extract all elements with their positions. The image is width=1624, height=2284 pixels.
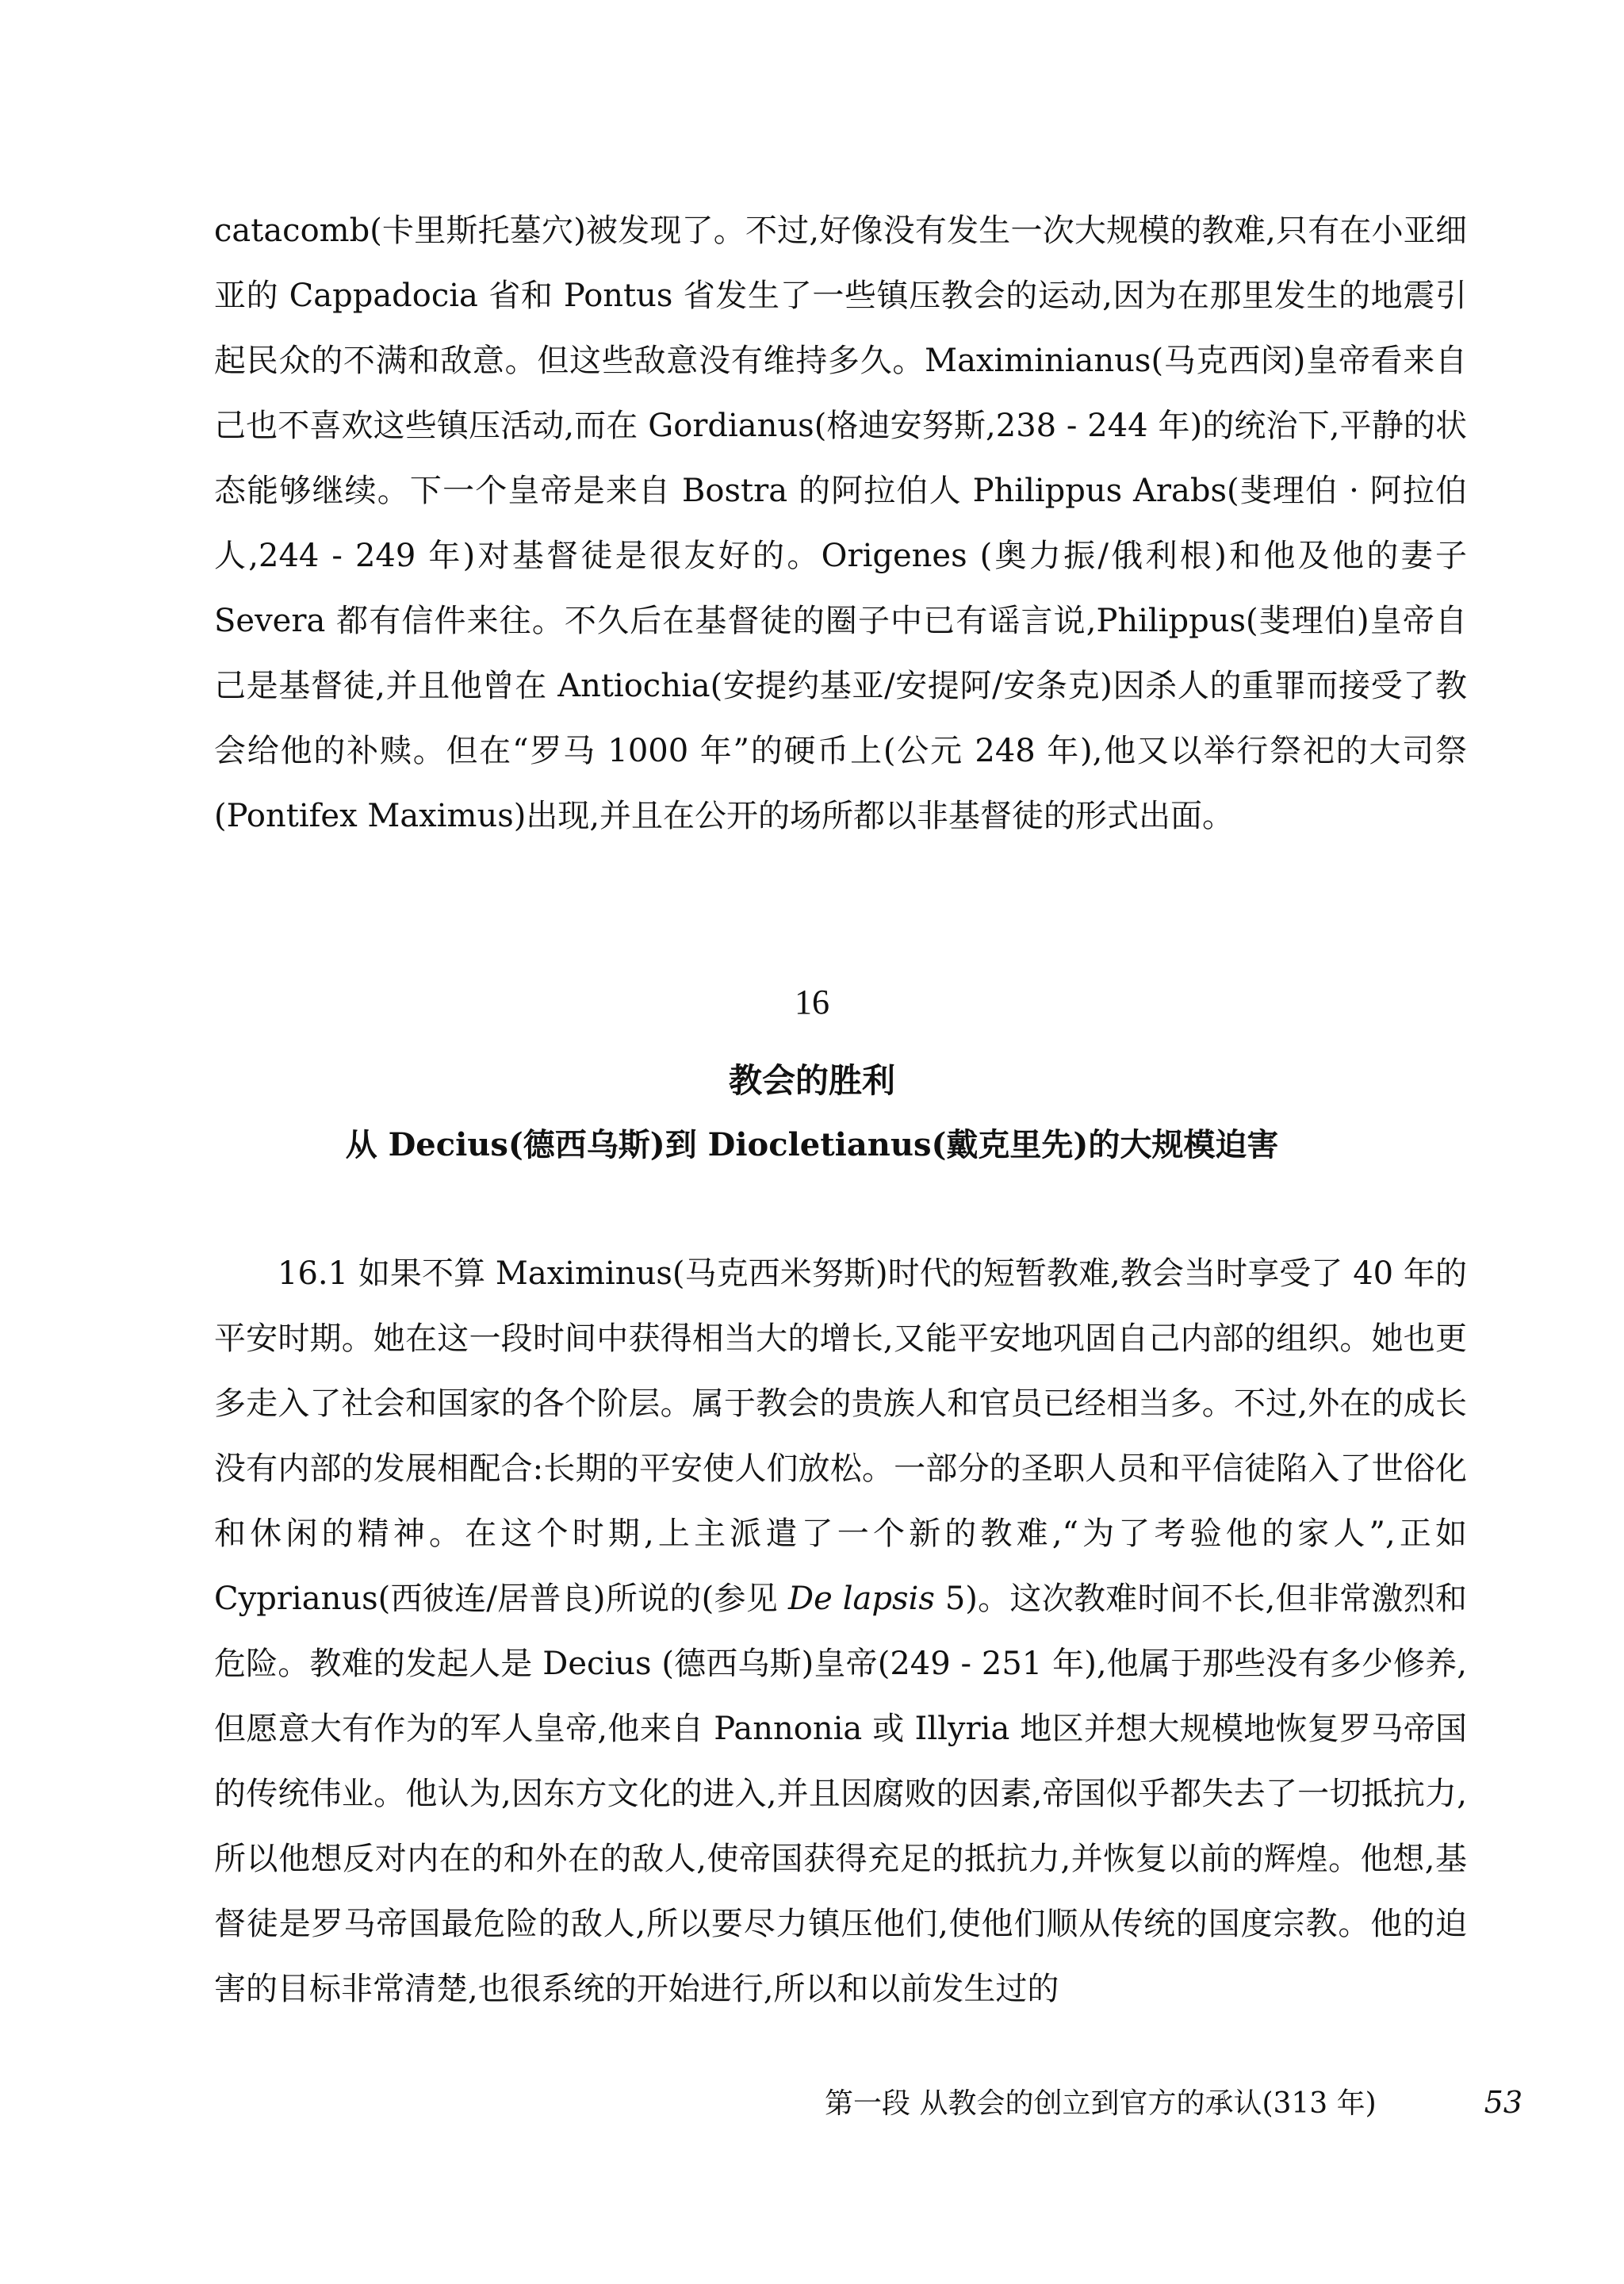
chapter-subtitle: 从 Decius(德西乌斯)到 Diocletianus(戴克里先)的大规模迫害 (345, 1126, 1279, 1163)
continued-paragraph (214, 198, 1467, 849)
chapter-number: 16 (795, 983, 829, 1021)
paragraph-text (214, 1241, 1467, 2021)
paragraph-text-part2: 5)。这次教难时间不长,但非常激烈和危险。教难的发起人是 Decius (德西乌斯)皇帝(249 - 251 年),他属于那些没有多少修养,但愿意大有作为的军人皇帝,他来自 Pannonia 或 Illyria 地区并想大规模地恢复罗马帝国的传统伟业。他认为,因东方文化的进入,并且因腐败的因素,帝国似乎都失去了一切抵抗力,所以他想反对内在的和外在的敌人,使帝国获得充足的抵抗力,并恢复以前的辉煌。他想,基督徒是罗马帝国最危险的敌人,所以要尽力镇压他们,使他们顺从传统的国度宗教。他的迫害的目标非常清楚,也很系统的开始进行,所以和以前发生过的 (214, 1581, 1467, 2007)
page-footer (825, 2081, 1522, 2121)
chapter-title: 教会的胜利 (728, 1061, 895, 1100)
page-number: 53 (1484, 2085, 1522, 2120)
paragraph-text: catacomb(卡里斯托墓穴)被发现了。不过,好像没有发生一次大规模的教难,只有在小亚细亚的 Cappadocia 省和 Pontus 省发生了一些镇压教会的运动,因为在那里发生的地震引起民众的不满和敌意。但这些敌意没有维持多久。Maximinianus(马克西闵)皇帝看来自己也不喜欢这些镇压活动,而在 Gordianus(格迪安努斯,238 - 244 年)的统治下,平静的状态能够继续。下一个皇帝是来自 Bostra 的阿拉伯人 Philippus Arabs(斐理伯 · 阿拉伯人,244 - 249 年)对基督徒是很友好的。Origenes (奥力振/俄利根)和他及他的妻子 Severa 都有信件来往。不久后在基督徒的圈子中已有谣言说,Philippus(斐理伯)皇帝自己是基督徒,并且他曾在 Antiochia(安提约基亚/安提阿/安条克)因杀人的重罪而接受了教会给他的补赎。但在“罗马 1000 年”的硬币上(公元 248 年),他又以举行祭祀的大司祭(Pontifex Maximus)出现,并且在公开的场所都以非基督徒的形式出面。 (214, 213, 1467, 834)
paragraph-text-part1: 16.1 如果不算 Maximinus(马克西米努斯)时代的短暂教难,教会当时享受了 40 年的平安时期。她在这一段时间中获得相当大的增长,又能平安地巩固自己内部的组织。她也更多走入了社会和国家的各个阶层。属于教会的贵族人和官员已经相当多。不过,外在的成长没有内部的发展相配合:长期的平安使人们放松。一部分的圣职人员和平信徒陷入了世俗化和休闲的精神。在这个时期,上主派遣了一个新的教难,“为了考验他的家人”,正如 Cyprianus(西彼连/居普良)所说的(参见 (214, 1255, 1467, 1617)
citation-title: De lapsis (788, 1581, 935, 1617)
running-title: 第一段 从教会的创立到官方的承认(313 年) (825, 2087, 1377, 2120)
section-paragraph (214, 1241, 1467, 2021)
